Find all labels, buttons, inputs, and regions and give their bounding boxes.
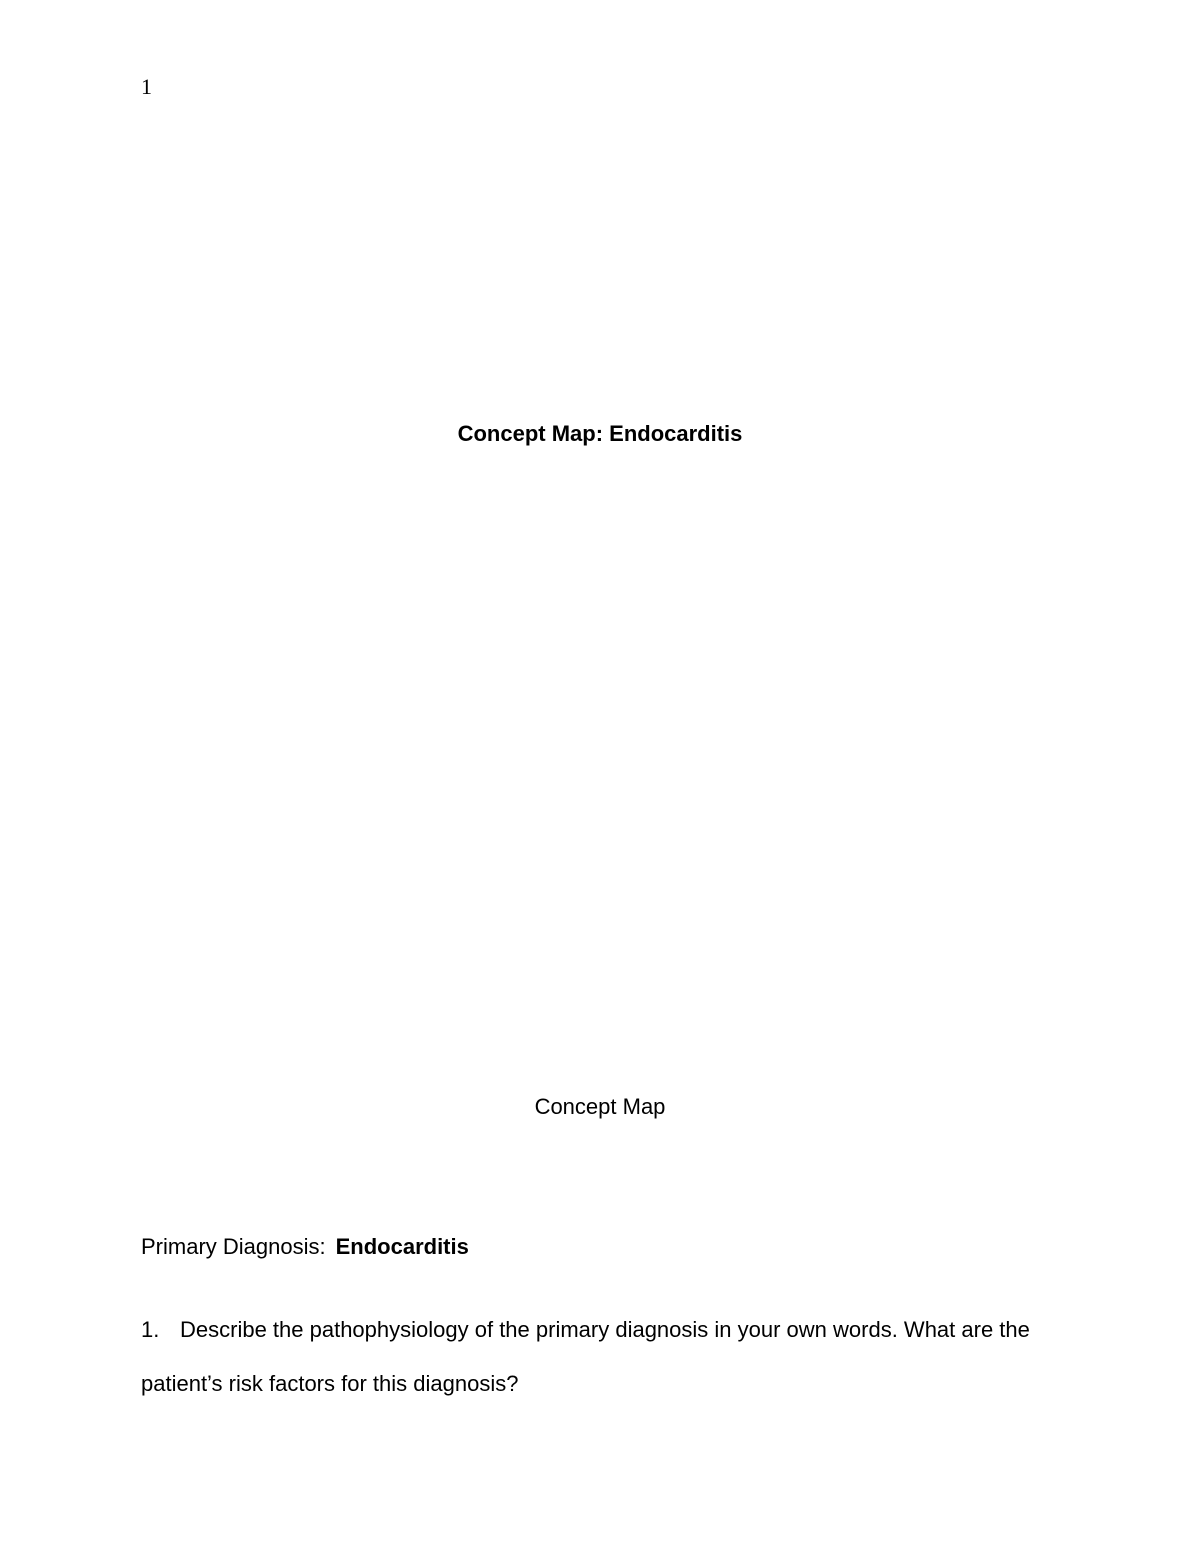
primary-diagnosis-value: Endocarditis	[335, 1234, 469, 1259]
question-number: 1.	[141, 1317, 160, 1342]
document-title: Concept Map: Endocarditis	[457, 421, 743, 446]
primary-diagnosis	[141, 1234, 469, 1260]
page-number: 1	[141, 74, 152, 99]
section-heading: Concept Map	[534, 1094, 666, 1119]
question-item	[141, 1303, 1071, 1411]
primary-diagnosis-label: Primary Diagnosis:	[141, 1234, 326, 1259]
question-text: Describe the pathophysiology of the primary diagnosis in your own words. What are the patient’s risk factors for this diagnosis?	[141, 1317, 1030, 1396]
